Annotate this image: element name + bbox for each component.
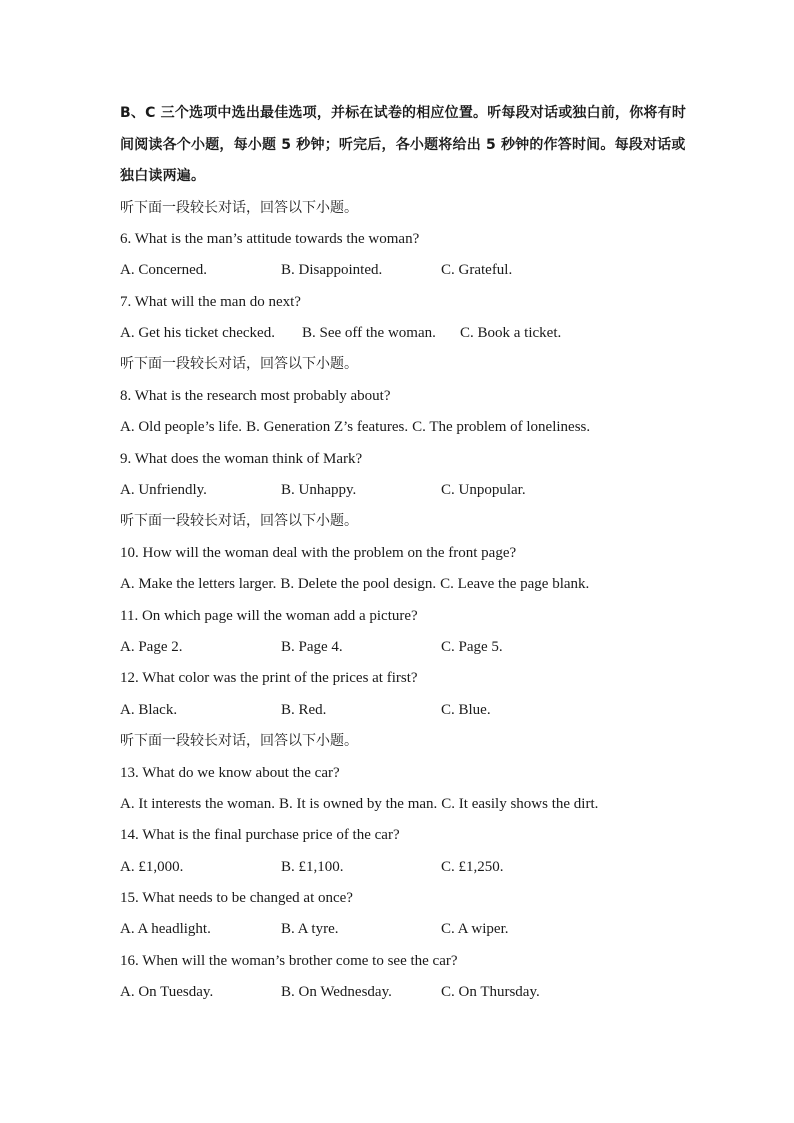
option-9-c: C. Unpopular. [441,482,526,499]
question-9: 9. What does the woman think of Mark? [120,450,363,467]
options-10 [120,569,690,600]
question-11: 11. On which page will the woman add a picture? [120,607,418,624]
option-8-a: A. Old people’s life. [120,419,243,436]
option-9-a: A. Unfriendly. [120,482,207,499]
option-11-b: B. Page 4. [281,638,343,655]
option-11-c: C. Page 5. [441,638,503,655]
section-prompt: 听下面一段较长对话，回答以下小题。 [120,733,358,750]
option-13-c: C. It easily shows the dirt. [441,795,599,812]
option-15-a: A. A headlight. [120,921,211,938]
option-12-b: B. Red. [281,701,327,718]
question-10: 10. How will the woman deal with the problem on the front page? [120,544,517,561]
option-12-a: A. Black. [120,701,178,718]
option-16-a: A. On Tuesday. [120,984,214,1001]
option-7-a: A. Get his ticket checked. [120,325,275,342]
question-14: 14. What is the final purchase price of the car? [120,827,400,844]
question-16: 16. When will the woman’s brother come to see the car? [120,952,458,969]
options-14 [120,852,690,883]
options-15 [120,914,690,945]
option-15-c: C. A wiper. [441,921,509,938]
option-9-b: B. Unhappy. [281,482,357,499]
question-12: 12. What color was the print of the prices at first? [120,670,418,687]
option-6-a: A. Concerned. [120,262,208,279]
instructions-paragraph: B、C 三个选项中选出最佳选项，并标在试卷的相应位置。听每段对话或独白前，你将有时间阅读各个小题，每小题 5 秒钟；听完后，各小题将给出 5 秒钟的作答时间。每段对话或独白读两遍。 [120,105,687,184]
option-6-c: C. Grateful. [441,262,513,279]
option-11-a: A. Page 2. [120,638,183,655]
option-13-a: A. It interests the woman. [120,795,275,812]
option-16-b: B. On Wednesday. [281,984,392,1001]
option-14-c: C. £1,250. [441,858,504,875]
option-8-c: C. The problem of loneliness. [412,419,591,436]
options-6 [120,255,690,286]
option-13-b: B. It is owned by the man. [278,795,438,812]
option-14-b: B. £1,100. [281,858,344,875]
options-12 [120,695,690,726]
options-9 [120,475,690,506]
options-8 [120,412,690,443]
option-10-c: C. Leave the page blank. [440,576,590,593]
option-12-c: C. Blue. [441,701,491,718]
question-7: 7. What will the man do next? [120,293,301,310]
option-8-b: B. Generation Z’s features. [246,419,409,436]
question-6: 6. What is the man’s attitude towards the woman? [120,230,420,247]
question-8: 8. What is the research most probably about? [120,387,391,404]
option-16-c: C. On Thursday. [441,984,540,1001]
question-15: 15. What needs to be changed at once? [120,890,353,907]
option-14-a: A. £1,000. [120,858,184,875]
options-7 [120,318,690,349]
options-11 [120,632,690,663]
option-6-b: B. Disappointed. [281,262,383,279]
exam-page [120,98,690,1009]
option-7-b: B. See off the woman. [302,325,436,342]
section-prompt: 听下面一段较长对话，回答以下小题。 [120,199,358,216]
question-13: 13. What do we know about the car? [120,764,340,781]
option-10-a: A. Make the letters larger. [120,576,277,593]
option-15-b: B. A tyre. [281,921,339,938]
section-prompt: 听下面一段较长对话，回答以下小题。 [120,356,358,373]
options-13 [120,789,690,820]
options-16 [120,977,690,1008]
option-7-c: C. Book a ticket. [460,325,562,342]
option-10-b: B. Delete the pool design. [280,576,437,593]
section-prompt: 听下面一段较长对话，回答以下小题。 [120,513,358,530]
